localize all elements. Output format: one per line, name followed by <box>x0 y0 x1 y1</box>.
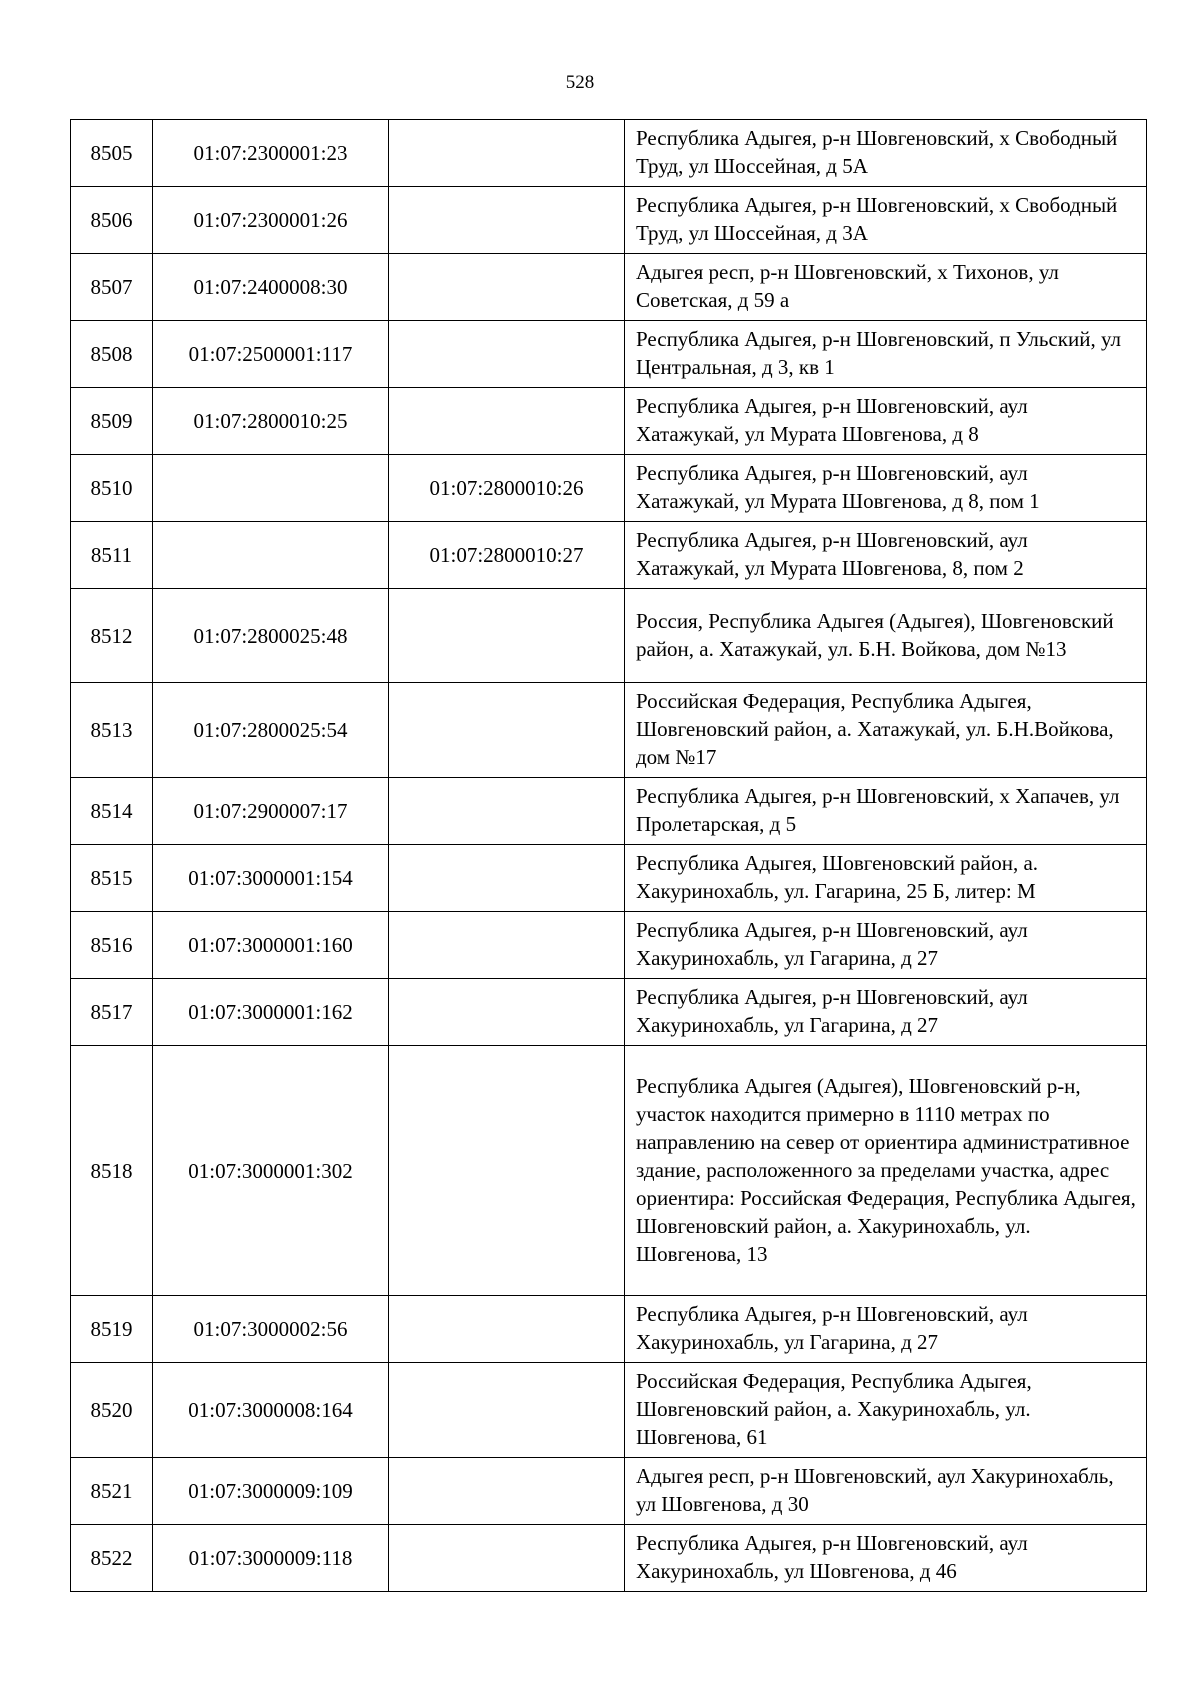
land-cadastral-number: 01:07:3000001:154 <box>153 845 389 912</box>
row-number: 8507 <box>71 254 153 321</box>
table-row <box>71 254 1147 321</box>
address-cell: Республика Адыгея, Шовгеновский район, а. Хакуринохабль, ул. Гагарина, 25 Б, литер: М <box>625 845 1147 912</box>
row-number: 8518 <box>71 1046 153 1296</box>
table-row <box>71 455 1147 522</box>
table-row <box>71 778 1147 845</box>
table-row <box>71 187 1147 254</box>
land-cadastral-number: 01:07:2800025:48 <box>153 589 389 683</box>
address-cell: Республика Адыгея, р-н Шовгеновский, аул Хатажукай, ул Мурата Шовгенова, д 8, пом 1 <box>625 455 1147 522</box>
table-row <box>71 522 1147 589</box>
object-cadastral-number <box>389 912 625 979</box>
table-row <box>71 1046 1147 1296</box>
row-number: 8520 <box>71 1363 153 1458</box>
object-cadastral-number <box>389 1458 625 1525</box>
object-cadastral-number <box>389 778 625 845</box>
address-cell: Адыгея респ, р-н Шовгеновский, х Тихонов, ул Советская, д 59 а <box>625 254 1147 321</box>
row-number: 8511 <box>71 522 153 589</box>
object-cadastral-number <box>389 1046 625 1296</box>
address-cell: Республика Адыгея (Адыгея), Шовгеновский р-н, участок находится примерно в 1110 метрах по направлению на север от ориентира административное здание, расположенного за пределами участка, адрес ориентира: Российская Федерация, Республика Адыгея, Шовгеновский район, а. Хакуринохабль, ул. Шовгенова, 13 <box>625 1046 1147 1296</box>
object-cadastral-number <box>389 120 625 187</box>
table-row <box>71 589 1147 683</box>
land-cadastral-number: 01:07:3000001:160 <box>153 912 389 979</box>
row-number: 8508 <box>71 321 153 388</box>
land-cadastral-number: 01:07:2300001:23 <box>153 120 389 187</box>
object-cadastral-number <box>389 1296 625 1363</box>
table-row <box>71 1296 1147 1363</box>
address-cell: Россия, Республика Адыгея (Адыгея), Шовгеновский район, а. Хатажукай, ул. Б.Н. Войкова, дом №13 <box>625 589 1147 683</box>
object-cadastral-number: 01:07:2800010:26 <box>389 455 625 522</box>
row-number: 8516 <box>71 912 153 979</box>
address-cell: Республика Адыгея, р-н Шовгеновский, аул Хакуринохабль, ул Гагарина, д 27 <box>625 1296 1147 1363</box>
land-cadastral-number: 01:07:3000008:164 <box>153 1363 389 1458</box>
table-row <box>71 845 1147 912</box>
address-cell: Российская Федерация, Республика Адыгея, Шовгеновский район, а. Хатажукай, ул. Б.Н.Войкова, дом №17 <box>625 683 1147 778</box>
object-cadastral-number <box>389 979 625 1046</box>
land-cadastral-number: 01:07:2800025:54 <box>153 683 389 778</box>
land-cadastral-number <box>153 455 389 522</box>
table-row <box>71 120 1147 187</box>
row-number: 8512 <box>71 589 153 683</box>
object-cadastral-number <box>389 589 625 683</box>
land-cadastral-number: 01:07:2300001:26 <box>153 187 389 254</box>
row-number: 8517 <box>71 979 153 1046</box>
table-row <box>71 321 1147 388</box>
address-cell: Республика Адыгея, р-н Шовгеновский, аул Хатажукай, ул Мурата Шовгенова, 8, пом 2 <box>625 522 1147 589</box>
row-number: 8505 <box>71 120 153 187</box>
row-number: 8514 <box>71 778 153 845</box>
land-cadastral-number: 01:07:3000009:118 <box>153 1525 389 1592</box>
address-cell: Республика Адыгея, р-н Шовгеновский, х Свободный Труд, ул Шоссейная, д 5А <box>625 120 1147 187</box>
table-row <box>71 979 1147 1046</box>
row-number: 8521 <box>71 1458 153 1525</box>
table-body <box>71 120 1147 1592</box>
object-cadastral-number <box>389 845 625 912</box>
land-cadastral-number: 01:07:3000009:109 <box>153 1458 389 1525</box>
object-cadastral-number: 01:07:2800010:27 <box>389 522 625 589</box>
row-number: 8522 <box>71 1525 153 1592</box>
row-number: 8510 <box>71 455 153 522</box>
object-cadastral-number <box>389 1525 625 1592</box>
object-cadastral-number <box>389 1363 625 1458</box>
row-number: 8519 <box>71 1296 153 1363</box>
address-cell: Республика Адыгея, р-н Шовгеновский, аул Хакуринохабль, ул Гагарина, д 27 <box>625 979 1147 1046</box>
address-cell: Республика Адыгея, р-н Шовгеновский, п Ульский, ул Центральная, д 3, кв 1 <box>625 321 1147 388</box>
land-cadastral-number: 01:07:3000001:302 <box>153 1046 389 1296</box>
table-row <box>71 1363 1147 1458</box>
land-cadastral-number: 01:07:2800010:25 <box>153 388 389 455</box>
object-cadastral-number <box>389 683 625 778</box>
table-row <box>71 683 1147 778</box>
land-cadastral-number: 01:07:3000002:56 <box>153 1296 389 1363</box>
object-cadastral-number <box>389 321 625 388</box>
row-number: 8515 <box>71 845 153 912</box>
address-cell: Республика Адыгея, р-н Шовгеновский, х Хапачев, ул Пролетарская, д 5 <box>625 778 1147 845</box>
address-cell: Республика Адыгея, р-н Шовгеновский, аул Хакуринохабль, ул Гагарина, д 27 <box>625 912 1147 979</box>
object-cadastral-number <box>389 187 625 254</box>
land-cadastral-number: 01:07:2900007:17 <box>153 778 389 845</box>
land-cadastral-number <box>153 522 389 589</box>
row-number: 8513 <box>71 683 153 778</box>
table-row <box>71 1525 1147 1592</box>
land-cadastral-number: 01:07:2500001:117 <box>153 321 389 388</box>
address-cell: Республика Адыгея, р-н Шовгеновский, аул Хатажукай, ул Мурата Шовгенова, д 8 <box>625 388 1147 455</box>
address-cell: Республика Адыгея, р-н Шовгеновский, аул Хакуринохабль, ул Шовгенова, д 46 <box>625 1525 1147 1592</box>
page-number: 528 <box>565 72 595 93</box>
address-cell: Республика Адыгея, р-н Шовгеновский, х Свободный Труд, ул Шоссейная, д 3А <box>625 187 1147 254</box>
address-cell: Российская Федерация, Республика Адыгея, Шовгеновский район, а. Хакуринохабль, ул. Шовгенова, 61 <box>625 1363 1147 1458</box>
table-row <box>71 388 1147 455</box>
address-cell: Адыгея респ, р-н Шовгеновский, аул Хакуринохабль, ул Шовгенова, д 30 <box>625 1458 1147 1525</box>
row-number: 8506 <box>71 187 153 254</box>
property-registry-table <box>70 119 1147 1592</box>
table-row <box>71 1458 1147 1525</box>
land-cadastral-number: 01:07:3000001:162 <box>153 979 389 1046</box>
row-number: 8509 <box>71 388 153 455</box>
table-row <box>71 912 1147 979</box>
object-cadastral-number <box>389 388 625 455</box>
object-cadastral-number <box>389 254 625 321</box>
land-cadastral-number: 01:07:2400008:30 <box>153 254 389 321</box>
